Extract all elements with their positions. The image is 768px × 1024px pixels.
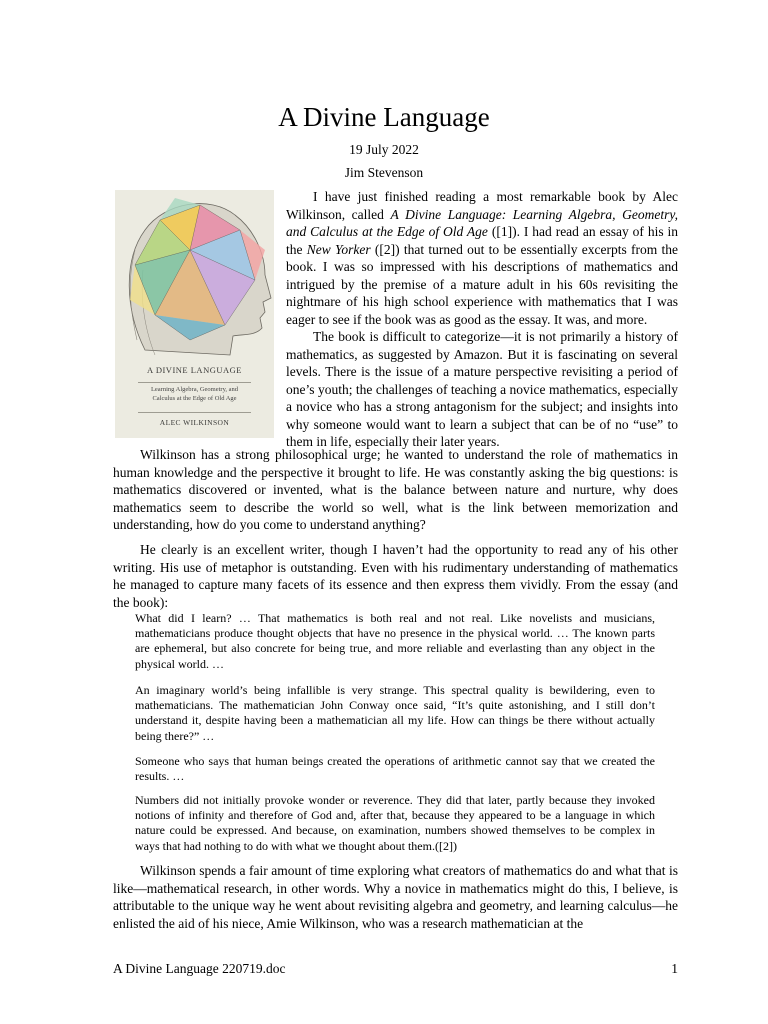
cover-divider: [138, 412, 251, 413]
cover-subtitle-line: Learning Algebra, Geometry, and: [150, 386, 239, 393]
cover-art-head-polyhedron: [115, 190, 274, 360]
cover-subtitle-line: Calculus at the Edge of Old Age: [152, 394, 237, 402]
document-title: A Divine Language: [278, 102, 490, 132]
book-title-citation: A Divine Language: Learning Algebra, Geometry, and Calculus at the Edge of Old Age: [286, 206, 678, 239]
block-quote: What did I learn? … That mathematics is both real and not real. Like novelists and musicians, mathematicians produce thought objects that have no presence in the physical world. … The known parts are ephemeral, but also concrete for being true, and more reliable and everlasting than any object in the physical world. …: [135, 611, 655, 671]
paragraph-philosophical: Wilkinson has a strong philosophical urge; he wanted to understand the role of mathematics in human knowledge and the perspective it brought to life. He was constantly asking the big questions: is mathematics discovered or invented, what is the balance between nature and nurture, why does mathematics seem to describe the world so well, what is the link between memorization and understanding, how do you come to understand anything?: [113, 447, 678, 532]
cover-subtitle: [125, 386, 264, 403]
paragraph-text: ([1]). I had read an essay of his in the: [286, 224, 679, 257]
block-quote: Someone who says that human beings created the operations of arithmetic cannot say that we created the results. …: [135, 754, 655, 784]
footer-filename: A Divine Language 220719.doc: [113, 961, 286, 976]
paragraph-intro: [286, 188, 678, 328]
paragraph-categorize: The book is difficult to categorize—it is not primarily a history of mathematics, as suggested by Amazon. But it is fascinating on several levels. There is the issue of a mature perspective revisiting a period of one’s youth; the challenges of teaching a novice mathematics, especially a novice who has a strong antagonism for the subject; and insights into why someone would want to learn a subject that can be of no “use” to them in life, especially their later years.: [286, 329, 678, 449]
book-cover-image: [115, 190, 274, 438]
paragraph-research: Wilkinson spends a fair amount of time exploring what creators of mathematics do and what that is like—mathematical research, in other words. Why a novice in mathematics might do this, I believe, is attributable to the unique way he went about revisiting algebra and geometry, and learning calculus—he enlisted the aid of his niece, Amie Wilkinson, who was a research mathematician at the: [113, 863, 678, 931]
paragraph-text: I have just finished reading a most remarkable book by Alec Wilkinson, called: [286, 189, 678, 222]
paragraph-text: ([2]) that turned out to be essentially excerpts from the book. I was so impressed with his descriptions of mathematics and intrigued by the premise of a mature adult in his 60s revisiting the nightmare of his high school experience with mathematics that I was eager to see if the book was as good as the essay. It was, and more.: [286, 241, 679, 327]
cover-divider: [138, 382, 251, 383]
cover-title: A DIVINE LANGUAGE: [147, 365, 242, 375]
block-quote: Numbers did not initially provoke wonder or reverence. They did that later, partly because they invoked notions of infinity and therefore of God and, after that, because they appeared to be a language in which nature could be expressed. And because, on examination, numbers showed themselves to be complex in ways that had nothing to do with what we thought about them.([2]): [135, 793, 655, 853]
document-date: 19 July 2022: [349, 142, 419, 157]
paragraph-writer: He clearly is an excellent writer, though I haven’t had the opportunity to read any of his other writing. His use of metaphor is outstanding. Even with his rudimentary understanding of mathematics he managed to capture many facets of its essence and then express them vividly. From the essay (and the book):: [113, 542, 678, 610]
magazine-citation: New Yorker: [306, 241, 371, 257]
document-author: Jim Stevenson: [344, 165, 424, 180]
block-quote: An imaginary world’s being infallible is very strange. This spectral quality is bewildering, even to mathematicians. The mathematician John Conway once said, “It’s quite astonishing, and I still don’t understand it, despite having been a mathematician all my life. How can things be there without actually being there?” …: [135, 683, 655, 743]
cover-author: ALEC WILKINSON: [159, 418, 230, 427]
footer-page-number: 1: [671, 961, 678, 976]
